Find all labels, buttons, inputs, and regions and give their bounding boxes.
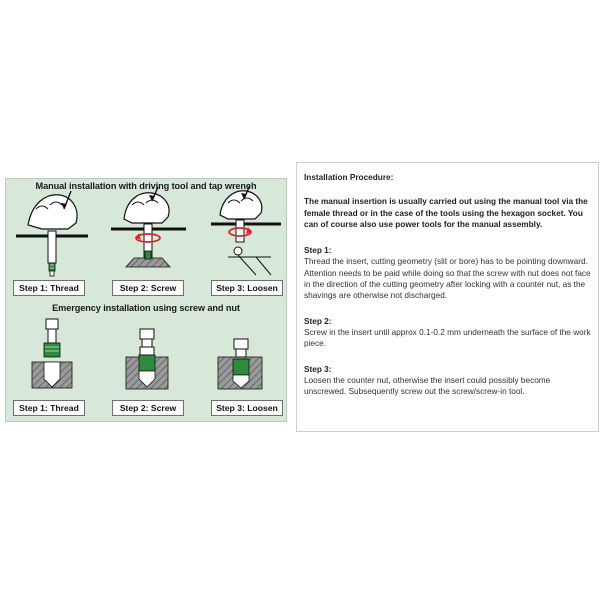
- emergency-step3-drawing: [218, 339, 262, 389]
- manual-step1-drawing: [16, 191, 88, 276]
- step1-text: Thread the insert, cutting geometry (slit or bore) has to be pointing downward. Attention needs to be paid while doing so that the screw with nut does not face in the direction of the cutting geometry after locking with a counter nut, as the shavings are otherwise not discharged.: [304, 257, 591, 301]
- emergency-step1-drawing: [32, 319, 72, 388]
- section2-step1-label: Step 1: Thread: [13, 400, 85, 416]
- step3-label: Step 3:: [304, 364, 332, 374]
- step1-label: Step 1:: [304, 246, 332, 256]
- procedure-intro: The manual insertion is usually carried out using the manual tool via the female thread or in the case of the tools using the hexagon socket. You can of course also use power tools for the manual assembly.: [304, 197, 588, 229]
- section2-title: Emergency installation using screw and nut: [52, 303, 240, 313]
- section2-step3-label: Step 3: Loosen: [211, 400, 283, 416]
- step2-text: Screw in the insert until approx 0.1-0.2 mm underneath the surface of the work piece.: [304, 327, 591, 349]
- section1-step1-label: Step 1: Thread: [13, 280, 85, 296]
- section1-step3-label: Step 3: Loosen: [211, 280, 283, 296]
- installation-procedure-panel: [296, 162, 599, 432]
- emergency-step2-drawing: [126, 329, 168, 389]
- section1-title: Manual installation with driving tool and tap wrench: [35, 181, 257, 191]
- section2-step2-label: Step 2: Screw: [112, 400, 184, 416]
- procedure-heading: Installation Procedure:: [304, 173, 394, 182]
- step2-label: Step 2:: [304, 316, 332, 326]
- step3-text: Loosen the counter nut, otherwise the insert could possibly become unscrewed. Subsequently screw out the screw/screw-in tool.: [304, 375, 551, 397]
- section1-step2-label: Step 2: Screw: [112, 280, 184, 296]
- installation-illustration: [5, 178, 287, 422]
- illustration-drawing: [6, 179, 288, 423]
- manual-step3-drawing: [211, 185, 281, 275]
- manual-step2-drawing: [111, 187, 186, 267]
